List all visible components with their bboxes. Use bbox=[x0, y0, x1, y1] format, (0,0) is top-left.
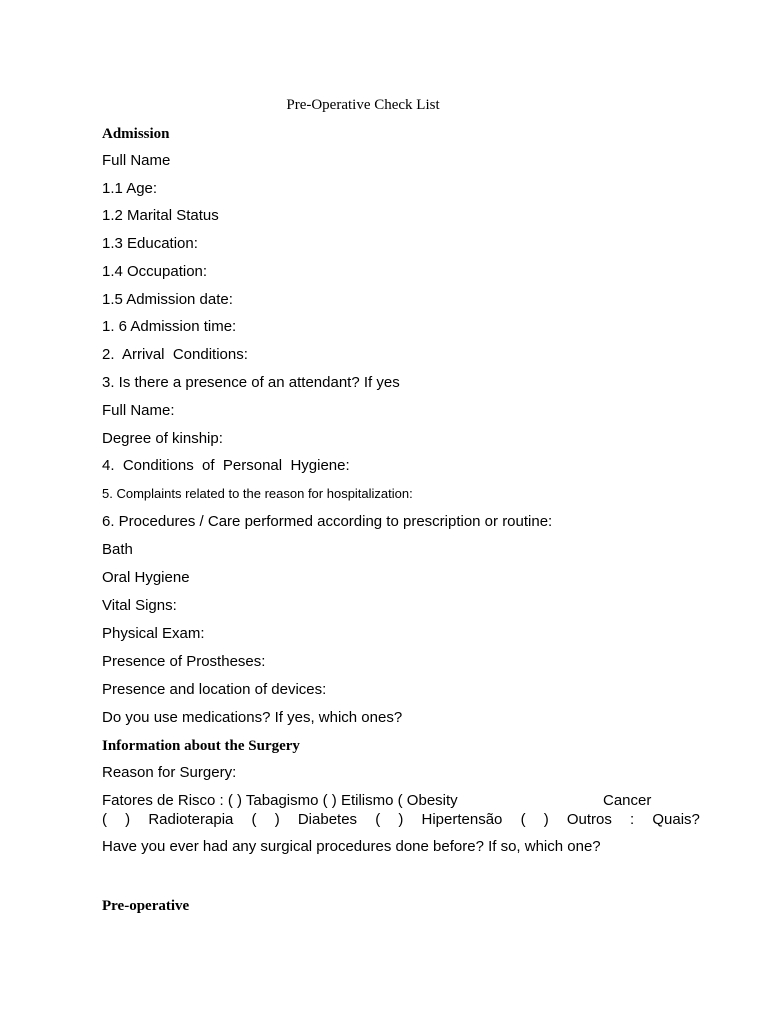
field-admission-time: 1. 6 Admission time: bbox=[102, 318, 237, 335]
field-physical-exam: Physical Exam: bbox=[102, 625, 205, 642]
risk-token: ( bbox=[251, 811, 257, 828]
field-previous-surgery: Have you ever had any surgical procedures done before? If so, which one? bbox=[102, 838, 601, 855]
document-title: Pre-Operative Check List bbox=[286, 97, 440, 113]
field-medications: Do you use medications? If yes, which ones? bbox=[102, 709, 403, 726]
risk-factor-cancer: Cancer bbox=[603, 792, 652, 809]
risk-token: Quais? bbox=[652, 811, 700, 828]
risk-token: Hipertensão bbox=[421, 811, 503, 828]
section-heading-preoperative: Pre-operative bbox=[102, 898, 190, 914]
risk-token: ) bbox=[274, 811, 280, 828]
risk-token: : bbox=[630, 811, 635, 828]
risk-token: ) bbox=[125, 811, 131, 828]
field-age: 1.1 Age: bbox=[102, 180, 158, 197]
field-procedures-care: 6. Procedures / Care performed according to prescription or routine: bbox=[102, 513, 553, 530]
field-bath: Bath bbox=[102, 541, 133, 558]
field-full-name: Full Name bbox=[102, 152, 171, 169]
field-education: 1.3 Education: bbox=[102, 235, 198, 252]
field-arrival-conditions: 2. Arrival Conditions: bbox=[102, 346, 248, 363]
field-oral-hygiene: Oral Hygiene bbox=[102, 569, 190, 586]
field-occupation: 1.4 Occupation: bbox=[102, 263, 208, 280]
field-reason-for-surgery: Reason for Surgery: bbox=[102, 764, 237, 781]
risk-token: ( bbox=[375, 811, 381, 828]
risk-factors-line-1: Fatores de Risco : ( ) Tabagismo ( ) Etilismo ( Obesity bbox=[102, 792, 458, 809]
risk-token: ( bbox=[520, 811, 526, 828]
section-heading-surgery: Information about the Surgery bbox=[102, 738, 300, 754]
risk-token: ) bbox=[398, 811, 404, 828]
risk-token: Diabetes bbox=[297, 811, 358, 828]
risk-token: ( bbox=[102, 811, 107, 828]
field-complaints: 5. Complaints related to the reason for hospitalization: bbox=[102, 486, 413, 501]
field-vital-signs: Vital Signs: bbox=[102, 597, 177, 614]
field-attendant-presence: 3. Is there a presence of an attendant? If yes bbox=[102, 374, 400, 391]
field-admission-date: 1.5 Admission date: bbox=[102, 291, 233, 308]
field-devices: Presence and location of devices: bbox=[102, 681, 327, 698]
field-prostheses: Presence of Prostheses: bbox=[102, 653, 266, 670]
risk-factors-line-2 bbox=[102, 811, 700, 829]
field-marital-status: 1.2 Marital Status bbox=[102, 207, 219, 224]
risk-token: Radioterapia bbox=[148, 811, 234, 828]
risk-token: ) bbox=[543, 811, 549, 828]
field-personal-hygiene: 4. Conditions of Personal Hygiene: bbox=[102, 457, 350, 474]
section-heading-admission: Admission bbox=[102, 126, 170, 142]
field-attendant-full-name: Full Name: bbox=[102, 402, 175, 419]
field-degree-of-kinship: Degree of kinship: bbox=[102, 430, 223, 447]
risk-token: Outros bbox=[566, 811, 612, 828]
